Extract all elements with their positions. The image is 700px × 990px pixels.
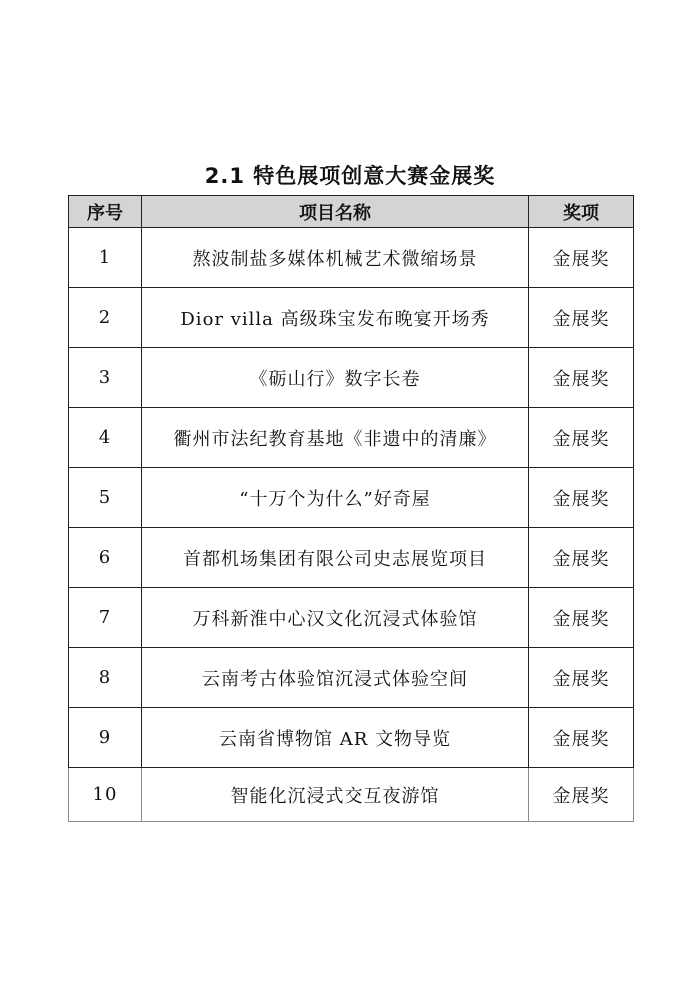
row-project-name: 衢州市法纪教育基地《非遗中的清廉》: [142, 408, 529, 468]
row-seq: 2: [69, 288, 142, 348]
table-row: [69, 348, 634, 408]
table-row: [69, 588, 634, 648]
header-seq: 序号: [69, 196, 142, 228]
row-award: 金展奖: [529, 648, 634, 708]
table-row: [69, 528, 634, 588]
row-award: 金展奖: [529, 468, 634, 528]
row-award: 金展奖: [529, 408, 634, 468]
table-row: [69, 708, 634, 768]
table-row: [69, 408, 634, 468]
table-row: [69, 288, 634, 348]
row-seq: 8: [69, 648, 142, 708]
page-title: 2.1 特色展项创意大赛金展奖: [204, 164, 496, 188]
row-award: 金展奖: [529, 588, 634, 648]
row-award: 金展奖: [529, 228, 634, 288]
row-award: 金展奖: [529, 528, 634, 588]
row-project-name: 首都机场集团有限公司史志展览项目: [142, 528, 529, 588]
row-award: 金展奖: [529, 288, 634, 348]
row-seq: 7: [69, 588, 142, 648]
row-seq: 1: [69, 228, 142, 288]
row-award: 金展奖: [529, 348, 634, 408]
row-project-name: 万科新淮中心汉文化沉浸式体验馆: [142, 588, 529, 648]
row-seq: 10: [69, 768, 142, 822]
row-award: 金展奖: [529, 708, 634, 768]
row-seq: 4: [69, 408, 142, 468]
row-project-name: 云南考古体验馆沉浸式体验空间: [142, 648, 529, 708]
row-seq: 5: [69, 468, 142, 528]
row-project-name: 熬波制盐多媒体机械艺术微缩场景: [142, 228, 529, 288]
header-project-name: 项目名称: [142, 196, 529, 228]
table-row: [69, 468, 634, 528]
table-row: [69, 648, 634, 708]
table-row: [69, 228, 634, 288]
row-project-name: 云南省博物馆 AR 文物导览: [142, 708, 529, 768]
table-row: [69, 768, 634, 822]
row-project-name: “十万个为什么”好奇屋: [142, 468, 529, 528]
row-seq: 3: [69, 348, 142, 408]
row-project-name: Dior villa 高级珠宝发布晚宴开场秀: [142, 288, 529, 348]
row-seq: 9: [69, 708, 142, 768]
awards-table: [68, 195, 634, 822]
header-award: 奖项: [529, 196, 634, 228]
row-award: 金展奖: [529, 768, 634, 822]
row-project-name: 智能化沉浸式交互夜游馆: [142, 768, 529, 822]
row-seq: 6: [69, 528, 142, 588]
table-header-row: [69, 196, 634, 228]
row-project-name: 《砺山行》数字长卷: [142, 348, 529, 408]
